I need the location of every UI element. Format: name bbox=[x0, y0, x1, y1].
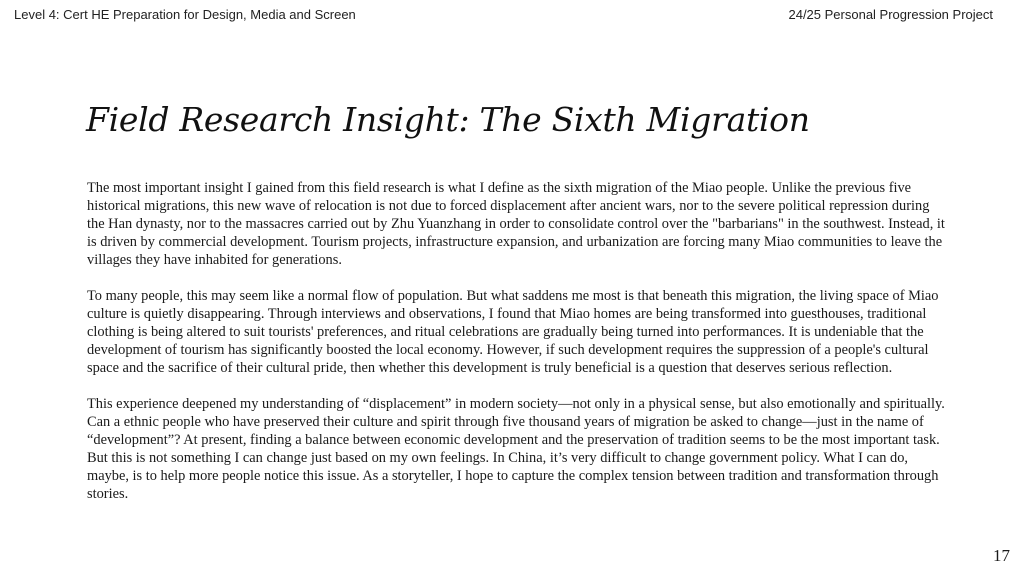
paragraph-sixth-migration: The most important insight I gained from this field research is what I define as the sixth migration of the Miao people. Unlike the previous five historical migrations, this new wave of relocation is not due to forced displacement after ancient wars, nor to the severe political repression during the Han dynasty, nor to the massacres carried out by Zhu Yuanzhang in order to consolidate control over the "barbarians" in the southwest. Instead, it is driven by commercial development. Tourism projects, infrastructure expansion, and urbanization are forcing many Miao communities to leave the villages they have inhabited for generations. bbox=[87, 180, 945, 268]
page-number: 17 bbox=[993, 546, 1010, 565]
page-title: Field Research Insight: The Sixth Migration bbox=[86, 100, 810, 139]
body-text bbox=[87, 179, 945, 521]
course-header: Level 4: Cert HE Preparation for Design, Media and Screen bbox=[14, 7, 356, 22]
paragraph-displacement: This experience deepened my understanding of “displacement” in modern society—not only in a physical sense, but also emotionally and spiritually. Can a ethnic people who have preserved their culture and spirit through five thousand years of migration be asked to change—just in the name of “development”? At present, finding a balance between economic development and the preservation of tradition seems to be the most important task. But this is not something I can change just based on my own feelings. In China, it’s very difficult to change government policy. What I can do, maybe, is to help more people notice this issue. As a storyteller, I hope to capture the complex tension between tradition and transformation through stories. bbox=[87, 396, 945, 502]
project-header: 24/25 Personal Progression Project bbox=[788, 7, 993, 22]
paragraph-cultural-space: To many people, this may seem like a normal flow of population. But what saddens me most is that beneath this migration, the living space of Miao culture is quietly disappearing. Through interviews and observations, I found that Miao homes are being transformed into guesthouses, traditional clothing is being altered to suit tourists' preferences, and ritual celebrations are gradually being turned into performances. It is undeniable that the development of tourism has significantly boosted the local economy. However, if such development requires the suppression of a people's cultural space and the sacrifice of their cultural pride, then whether this development is truly beneficial is a question that deserves serious reflection. bbox=[87, 288, 939, 376]
